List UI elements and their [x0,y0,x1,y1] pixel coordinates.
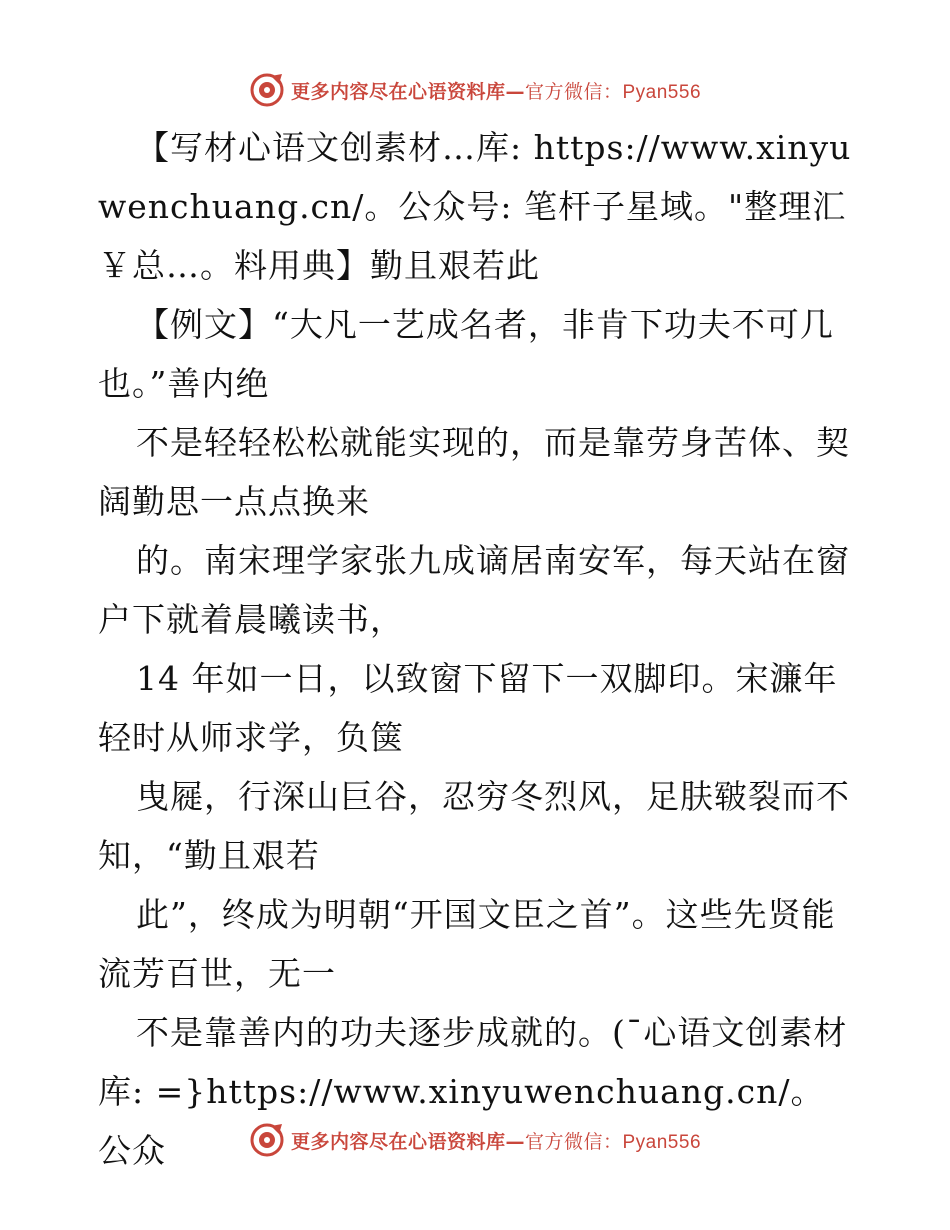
paragraph: 此”，终成为明朝“开国文臣之首”。这些先贤能流芳百世，无一 [98,895,836,993]
header-official-label: 官方微信： [524,80,623,103]
paragraph: 不是轻轻松松就能实现的，而是靠劳身苦体、契阔勤思一点点换来 [98,423,850,521]
header-banner [0,70,950,110]
paragraph: 的。南宋理学家张九成谪居南安军，每天站在窗户下就着晨曦读书， [98,541,850,639]
header-site-text: 更多内容尽在心语资料库 [290,80,506,103]
footer-wechat-id: Pyan556 [622,1131,702,1153]
paragraph: 14 年如一日，以致窗下留下一双脚印。宋濂年轻时从师求学，负箧 [98,659,838,757]
logo-icon [249,72,285,108]
header-separator: — [505,80,525,103]
document-body [98,118,858,1180]
footer-official-label: 官方微信： [524,1130,623,1153]
paragraph: 曳屣，行深山巨谷，忍穷冬烈风，足肤皲裂而不知，“勤且艰若 [98,777,850,875]
logo-icon [249,1122,285,1158]
paragraph: 【例文】“大凡一艺成名者，非肯下功夫不可几也。”善内绝 [98,305,834,403]
paragraph: 【写材心语文创素材…库: https://www.xinyuwenchuang.cn/。公众号: 笔杆子星域。"整理汇￥总…。料用典】勤且艰若此 [98,128,852,285]
header-banner-text [291,77,701,104]
header-wechat-id: Pyan556 [622,81,702,103]
footer-banner [0,1120,950,1160]
footer-banner-text [291,1127,701,1154]
footer-site-text: 更多内容尽在心语资料库 [290,1130,506,1153]
footer-separator: — [505,1130,525,1153]
paragraph: 不是靠善内的功夫逐步成就的。(¯心语文创素材库: =}https://www.xinyuwenchuang.cn/。公众 [98,1013,848,1170]
